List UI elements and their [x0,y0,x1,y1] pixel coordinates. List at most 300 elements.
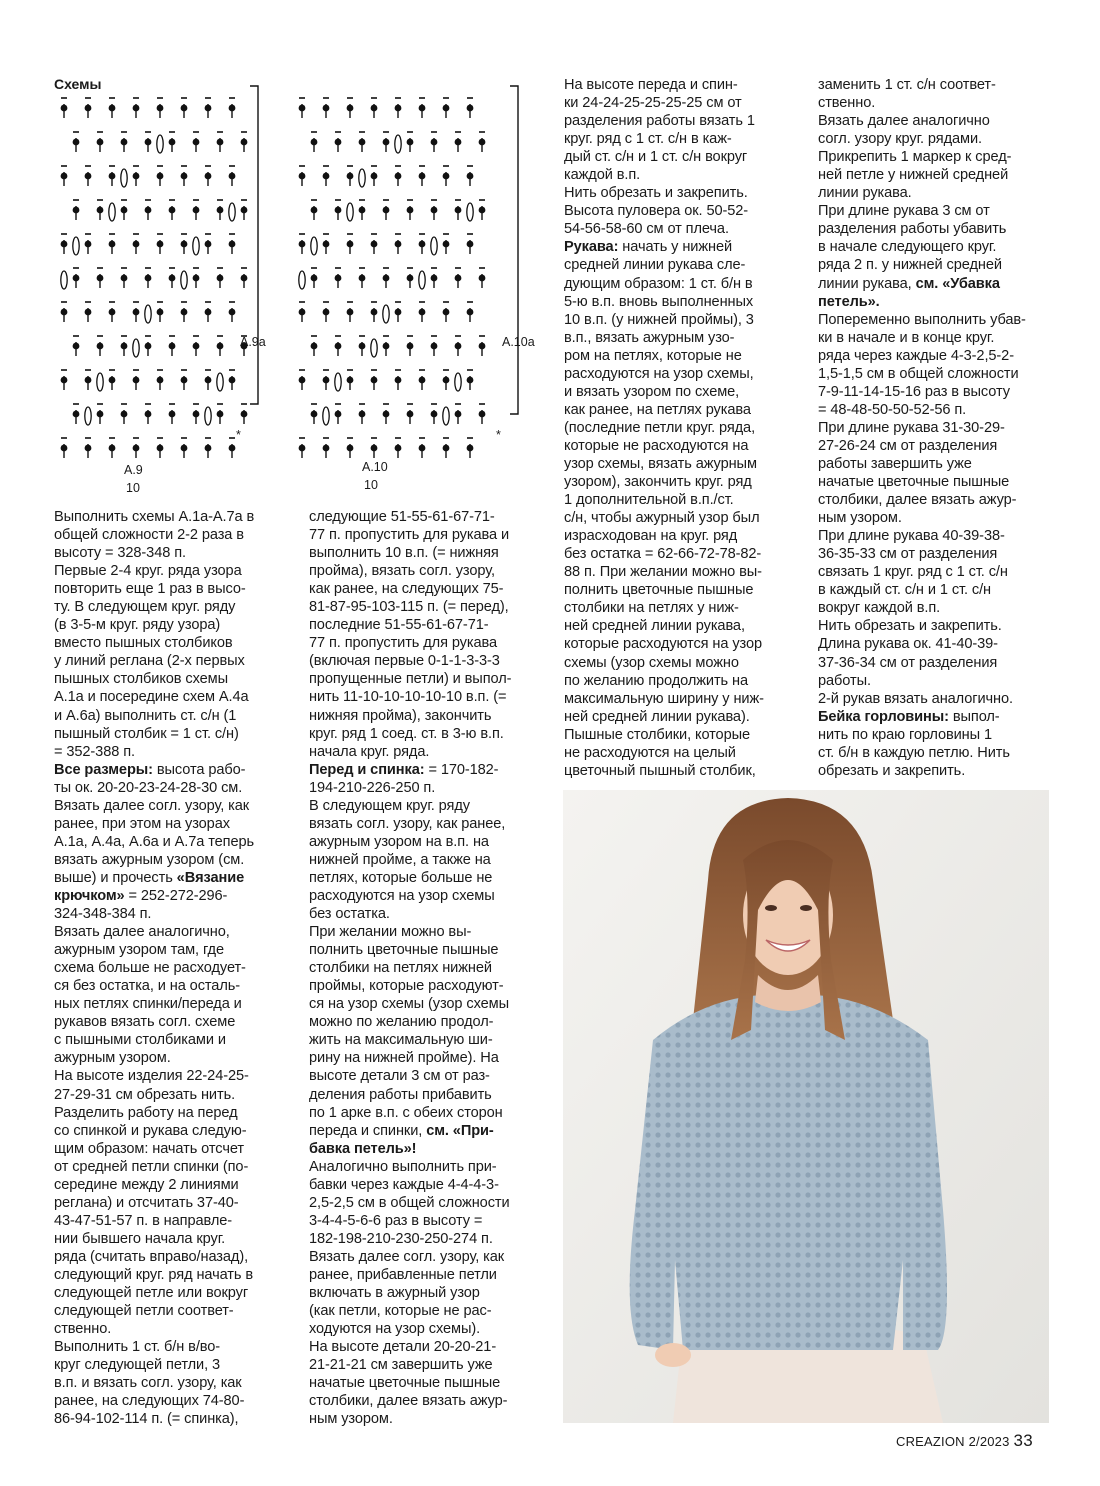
text-line: 5-ю в.п. вновь выполненных [564,293,754,310]
text-line: в каждый ст. с/н и 1 ст. с/н [818,582,992,599]
stitch-dot [323,173,330,180]
text-line: схемы (узор схемы можно [564,654,739,671]
text-line: израсходован на круг. ряд [564,528,738,545]
stitch-dot [407,343,414,350]
chart-a9-label: A.9 [124,463,143,477]
text-line: 1 дополнительной в.п./ст. [564,492,734,509]
text-line: высоте детали 3 см от раз- [309,1068,490,1085]
stitch-dot [217,343,224,350]
stitch-dot [97,139,104,146]
text-line: можно по желанию продол- [309,1014,494,1031]
text-line: выше) и прочесть «Вязание [54,869,245,886]
stitch-dot [371,377,378,384]
stitch-dot [85,173,92,180]
text-line: ты ок. 20-20-23-24-28-30 см. [54,779,243,796]
stitch-dot [443,309,450,316]
stitch-dot [73,343,80,350]
text-line: Разделить работу на перед [54,1104,238,1121]
text-line: Все размеры: высота рабо- [54,761,246,778]
text-line: ки 24-24-25-25-25-25 см от [564,95,742,112]
stitch-dot [61,173,68,180]
text-line: в начале следующего круг. [818,239,997,256]
stitch-dot [121,411,128,418]
stitch-dot [407,411,414,418]
stitch-dot [157,377,164,384]
stitch-dot [431,275,438,282]
puff-stitch [335,373,341,391]
stitch-dot [181,241,188,248]
text-line: и А.6а) выполнить ст. с/н (1 [54,707,237,724]
stitch-dot [241,207,248,214]
chart-a9-count: 10 [126,481,140,495]
stitch-dot [73,275,80,282]
text-line: линии рукава, см. «Убавка [818,275,1000,292]
text-line: ст. б/н в каждую петлю. Нить [818,744,1010,761]
text-line: нить 11-10-10-10-10-10 в.п. (= [309,689,507,706]
text-column-4 [818,76,1050,780]
text-line: пропущенные петли) и выпол- [309,671,512,688]
stitch-dot [85,309,92,316]
text-line: 54-56-58-60 см от плеча. [564,221,729,238]
text-line: ранее, прибавленные петли [309,1266,497,1283]
text-line: нить по краю горловины 1 [818,726,993,743]
text-line: столбики на петлях у ниж- [564,600,739,617]
stitch-dot [347,105,354,112]
text-line: круг следующей петли, 3 [54,1357,221,1374]
text-line: ней петле у нижней средней [818,167,1009,184]
text-line: выполнить 10 в.п. (= нижняя [309,545,499,562]
text-line: При длине рукава 40-39-38- [818,528,1005,545]
chart-a9-star: * [236,428,241,442]
chart-a10-star: * [496,428,501,442]
stitch-dot [419,445,426,452]
text-line: начала круг. ряда. [309,743,430,760]
stitch-dot [323,309,330,316]
puff-stitch [229,203,235,221]
text-line: Вязать далее согл. узору, как [309,1248,505,1265]
text-line: работы завершить уже [818,455,972,472]
text-line: Длина рукава ок. 41-40-39- [818,636,998,653]
text-line: нижней пройме, а также на [309,851,491,868]
text-line: в.п., вязать ажурным узо- [564,329,735,346]
text-line: 77 п. пропустить для рукава [309,635,498,652]
text-line: щим образом: начать отсчет [54,1140,244,1157]
text-line: ряда через каждые 4-3-2,5-2- [818,347,1014,364]
stitch-dot [121,343,128,350]
stitch-dot [419,309,426,316]
stitch-dot [347,377,354,384]
text-line: полнить цветочные пышные [564,582,754,599]
text-line: разделения работы убавить [818,221,1007,238]
puff-stitch [145,305,151,323]
stitch-dot [443,241,450,248]
stitch-dot [335,207,342,214]
text-line: ней средней линии рукава, [564,618,745,635]
stitch-dot [455,275,462,282]
puff-stitch [157,135,163,153]
stitch-dot [335,343,342,350]
puff-stitch [395,135,401,153]
stitch-dot [169,139,176,146]
text-line: схема больше не расходует- [54,960,246,977]
text-line: которые не расходуются на [564,437,749,454]
text-line: столбики, далее вязать ажур- [818,492,1017,509]
puff-stitch [85,407,91,425]
text-line: заменить 1 ст. с/н соответ- [818,77,996,93]
text-line: Прикрепить 1 маркер к сред- [818,149,1012,166]
text-line: (последние петли круг. ряда, [564,419,756,436]
stitch-dot [467,173,474,180]
text-line: следующие 51-55-61-67-71- [309,509,495,525]
text-line: высоту = 328-348 п. [54,545,186,562]
stitch-dot [205,445,212,452]
text-line: ки в начале и в конце круг. [818,329,995,346]
stitch-dot [443,105,450,112]
text-column-3 [564,76,796,780]
text-line: При длине рукава 3 см от [818,203,990,220]
text-line: общей сложности 2-2 раза в [54,527,244,544]
text-line: ажурным узором. [54,1050,171,1067]
text-line: 194-210-226-250 п. [309,779,436,796]
stitch-dot [241,139,248,146]
stitch-dot [193,139,200,146]
stitch-dot [395,173,402,180]
stitch-dot [157,445,164,452]
text-line: 21-21-21 см завершить уже [309,1357,493,1374]
stitch-dot [133,173,140,180]
text-line: работы. [818,672,871,689]
stitch-dot [169,207,176,214]
stitch-dot [73,411,80,418]
text-line: связать 1 круг. ряд с 1 ст. с/н [818,564,1008,581]
text-line: 43-47-51-57 п. в направле- [54,1212,233,1229]
stitch-dot [241,411,248,418]
stitch-dot [311,343,318,350]
text-line: ственно. [54,1321,112,1338]
stitch-dot [109,105,116,112]
stitch-dot [121,139,128,146]
stitch-dot [133,309,140,316]
stitch-dot [479,343,486,350]
stitch-dot [395,377,402,384]
text-line: вместо пышных столбиков [54,635,233,652]
text-line: без остатка. [309,906,390,923]
magazine-issue: CREAZION 2/2023 [896,1434,1010,1449]
stitch-dot [217,207,224,214]
text-line: со спинкой и рукава следую- [54,1122,247,1139]
stitch-dot [109,173,116,180]
text-line: расходуются на узор схемы [309,887,495,904]
stitch-dot [109,445,116,452]
puff-stitch [205,407,211,425]
stitch-dot [455,139,462,146]
text-line: начатые цветочные пышные [818,474,1010,491]
chart-a10a-label: A.10a [502,335,535,349]
stitch-dot [347,241,354,248]
puff-stitch [133,339,139,357]
text-line: На высоте изделия 22-24-25- [54,1068,249,1085]
stitch-dot [85,105,92,112]
stitch-dot [181,445,188,452]
text-line: Нить обрезать и закрепить. [564,185,748,202]
text-line: средней линии рукава сле- [564,257,746,274]
stitch-dot [145,343,152,350]
stitch-dot [97,275,104,282]
text-line: Выполнить 1 ст. б/н в/во- [54,1339,221,1356]
stitch-dot [157,241,164,248]
text-column-2 [309,508,541,1428]
stitch-dot [193,343,200,350]
stitch-dot [85,241,92,248]
stitch-dot [443,445,450,452]
text-line: ся без остатка, и на осталь- [54,978,240,995]
stitch-dot [205,241,212,248]
text-line: ряда 2 п. у нижней средней [818,257,1002,274]
stitch-dot [335,139,342,146]
puff-stitch [61,271,67,289]
page-footer [896,1431,1033,1451]
stitch-dot [383,207,390,214]
puff-stitch [419,271,425,289]
text-line: 7-9-11-14-15-16 раз в высоту [818,383,1010,400]
text-line: от средней петли спинки (по- [54,1158,249,1175]
stitch-dot [109,241,116,248]
text-line: ажурным узором там, где [54,942,224,959]
puff-stitch [467,203,473,221]
stitch-dot [335,275,342,282]
text-line: нии бывшего начала круг. [54,1230,226,1247]
stitch-dot [311,411,318,418]
stitch-dot [229,377,236,384]
puff-stitch [371,339,377,357]
text-line: ранее, при этом на узорах [54,815,230,832]
text-line: 37-36-34 см от разделения [818,654,998,671]
stitch-dot [145,207,152,214]
stitch-dot [455,343,462,350]
stitch-dot [299,309,306,316]
stitch-dot [359,411,366,418]
stitch-dot [299,173,306,180]
stitch-dot [323,377,330,384]
text-line: дый ст. с/н и 1 ст. с/н вокруг [564,149,748,166]
stitch-dot [145,275,152,282]
stitch-dot [431,343,438,350]
stitch-dot [347,173,354,180]
text-line: в.п. и вязать согл. узору, как [54,1375,242,1392]
stitch-dot [419,105,426,112]
text-line: максимальную ширину у ниж- [564,690,764,707]
stitch-dot [479,411,486,418]
stitch-dot [145,139,152,146]
text-line: (как петли, которые не рас- [309,1303,492,1320]
stitch-dot [121,275,128,282]
text-column-1 [54,508,286,1428]
repeat-bracket [510,86,518,414]
stitch-dot [73,207,80,214]
stitch-dot [205,377,212,384]
stitch-dot [121,207,128,214]
stitch-dot [407,207,414,214]
text-line: ным узором. [818,510,902,527]
stitch-dot [455,207,462,214]
text-line: (в 3-5-м круг. ряду узора) [54,617,221,634]
stitch-dot [359,275,366,282]
stitch-dot [347,309,354,316]
puff-stitch [181,271,187,289]
text-line: следующей петли соответ- [54,1303,234,1320]
text-line: вокруг каждой в.п. [818,600,941,617]
stitch-dot [335,411,342,418]
stitch-dot [395,241,402,248]
stitch-dot [217,139,224,146]
text-line: жить на максимальную ши- [309,1032,493,1049]
stitch-dot [61,445,68,452]
stitch-dot [383,343,390,350]
puff-stitch [431,237,437,255]
text-line: последние 51-55-61-67-71- [309,617,489,634]
text-line: линии рукава. [818,185,912,202]
text-line: А.1а и посередине схем А.4а [54,689,249,706]
text-line: которые расходуются на узор [564,636,763,653]
stitch-dot [157,105,164,112]
text-line: ряда (считать вправо/назад), [54,1248,249,1265]
text-line: без остатка = 62-66-72-78-82- [564,546,762,563]
puff-stitch [347,203,353,221]
text-line: бавка петель»! [309,1140,417,1157]
puff-stitch [443,407,449,425]
text-line: по желанию продолжить на [564,672,748,689]
stitch-dot [85,377,92,384]
stitch-dot [407,139,414,146]
text-line: Нить обрезать и закрепить. [818,618,1002,635]
text-line: рину на нижней пройме). На [309,1050,499,1067]
stitch-dot [431,207,438,214]
text-line: На высоте переда и спин- [564,77,738,93]
stitch-dot [145,411,152,418]
text-line: середине между 2 линиями [54,1176,239,1193]
text-line: 324-348-384 п. [54,906,152,923]
stitch-dot [61,105,68,112]
crochet-charts [40,80,560,500]
stitch-dot [133,105,140,112]
stitch-dot [419,377,426,384]
stitch-dot [97,343,104,350]
text-line: ным узором. [309,1411,393,1428]
text-line: переда и спинки, см. «При- [309,1122,494,1139]
text-line: узором), закончить круг. ряд [564,474,752,491]
stitch-dot [157,173,164,180]
stitch-dot [193,275,200,282]
text-line: Перед и спинка: = 170-182- [309,761,499,778]
text-line: вязать ажурным узором (см. [54,851,245,868]
stitch-dot [181,105,188,112]
text-line: Вязать далее аналогично [818,113,990,130]
stitch-dot [359,343,366,350]
text-line: 182-198-210-230-250-274 п. [309,1230,493,1247]
text-line: каждой в.п. [564,167,641,184]
puff-stitch [121,169,127,187]
text-line: 88 п. При желании можно вы- [564,564,762,581]
stitch-dot [311,139,318,146]
stitch-dot [169,411,176,418]
stitch-dot [455,411,462,418]
text-line: узор схемы, вязать ажурным [564,455,757,472]
text-line: рукавов вязать согл. схеме [54,1014,236,1031]
stitch-dot [383,139,390,146]
puff-stitch [73,237,79,255]
text-line: 86-94-102-114 п. (= спинка), [54,1411,239,1428]
stitch-dot [311,275,318,282]
stitch-dot [229,309,236,316]
text-line: (включая первые 0-1-1-3-3-3 [309,653,500,670]
stitch-dot [347,445,354,452]
text-line: 77 п. пропустить для рукава и [309,527,510,544]
text-line: = 352-388 п. [54,743,135,760]
stitch-dot [323,445,330,452]
repeat-bracket [250,86,258,404]
chart-a9a-label: A.9a [240,335,266,349]
text-line: 27-29-31 см обрезать нить. [54,1086,236,1103]
text-line: с пышными столбиками и [54,1032,226,1049]
stitch-dot [181,377,188,384]
stitch-dot [229,241,236,248]
stitch-dot [133,241,140,248]
stitch-dot [61,377,68,384]
stitch-dot [371,309,378,316]
text-line: повторить еще 1 раз в высо- [54,581,246,598]
text-line: Выполнить схемы А.1а-А.7а в [54,509,255,525]
text-line: Бейка горловины: выпол- [818,708,1000,725]
text-line: 36-35-33 см от разделения [818,546,998,563]
text-line: ранее, на следующих 74-80- [54,1393,245,1410]
stitch-dot [467,241,474,248]
text-line: 3-4-4-5-6-6 раз в высоту = [309,1212,483,1229]
puff-stitch [359,169,365,187]
text-line: На высоте детали 20-20-21- [309,1339,497,1356]
stitch-dot [229,173,236,180]
stitch-dot [97,207,104,214]
text-line: Вязать далее аналогично, [54,924,230,941]
schemes-title: Схемы [54,76,102,92]
text-line: Высота пуловера ок. 50-52- [564,203,749,220]
text-line: петель». [818,293,880,310]
stitch-dot [371,445,378,452]
stitch-dot [383,275,390,282]
text-line: цветочный пышный столбик, [564,762,756,779]
stitch-dot [205,105,212,112]
stitch-dot [371,105,378,112]
text-line: В следующем круг. ряду [309,797,470,814]
stitch-dot [311,207,318,214]
text-line: нижняя пройма), закончить [309,707,492,724]
stitch-dot [323,105,330,112]
text-line: столбики на петлях нижней [309,960,492,977]
puff-stitch [109,203,115,221]
stitch-dot [359,139,366,146]
stitch-dot [371,241,378,248]
puff-stitch [217,373,223,391]
stitch-dot [193,411,200,418]
text-line: При желании можно вы- [309,924,472,941]
text-line: Аналогично выполнить при- [309,1158,497,1175]
page-number: 33 [1013,1431,1033,1450]
text-line: разделения работы вязать 1 [564,113,755,130]
text-line: пышных столбиков схемы [54,671,228,688]
stitch-dot [419,173,426,180]
text-line: круг. ряд 1 соед. ст. в 3-ю в.п. [309,725,504,742]
stitch-dot [395,105,402,112]
text-line: по 1 арке в.п. с обеих сторон [309,1104,503,1121]
